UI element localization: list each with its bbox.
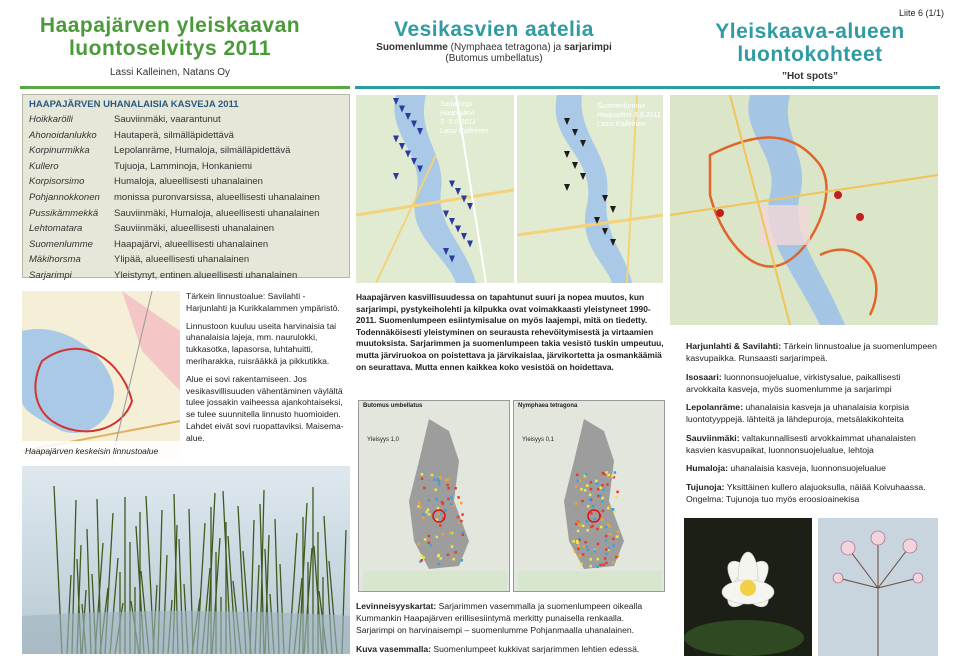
- distribution-dot: [457, 496, 460, 499]
- distribution-dot: [437, 513, 440, 516]
- distribution-dot: [427, 508, 430, 511]
- hotspot-text: uhanalaisia kasveja, luonnonsuojelualue: [728, 463, 886, 474]
- distribution-dot: [601, 518, 604, 521]
- distribution-dot: [577, 479, 580, 482]
- species-row: [29, 174, 343, 190]
- distribution-dot: [586, 546, 589, 549]
- distribution-dot: [454, 487, 457, 490]
- species-name: Korpisorsimo: [29, 176, 85, 188]
- distribution-dot: [439, 557, 442, 560]
- distribution-dot: [460, 502, 463, 505]
- distribution-dot: [594, 550, 597, 553]
- species-row: [29, 268, 343, 284]
- hotspot-text: valtakunnallisesti arvokkaimmat uhanalaisten kasvien kasvupaikat, luonnonsuojelualue, lehtoja: [686, 432, 916, 456]
- distribution-dot: [599, 564, 602, 567]
- water-lily-photo: [684, 518, 812, 656]
- hotspot-item: [686, 371, 938, 396]
- distribution-dot: [615, 496, 618, 499]
- page-label: Liite 6 (1/1): [898, 8, 944, 18]
- species-desc: Lepolanräme, Humaloja, silmälläpidettävä: [114, 145, 291, 157]
- species-desc: Sauviinmäki, alueellisesti uhanalainen: [114, 223, 275, 235]
- species-name: Korpinurmikka: [29, 145, 90, 157]
- distribution-dot: [450, 503, 453, 506]
- hotspot-item: [686, 401, 938, 426]
- distribution-text: Sarjarimmen vasemmalla ja suomenlumpeen oikealla Kummankin Haapajärven erillisesiintymä merkitty punaisella renkaalla. Sarjarimpi on harvinaisempi – suomenlumme Pohjanmaalla uhanalainen.: [356, 601, 643, 635]
- species-desc: Humaloja, alueellisesti uhanalainen: [114, 176, 263, 188]
- distribution-dot: [461, 559, 464, 562]
- distribution-dot: [452, 558, 455, 561]
- distribution-dot: [616, 535, 619, 538]
- distribution-dot: [439, 524, 442, 527]
- distribution-dot: [614, 471, 617, 474]
- distribution-dot: [611, 475, 614, 478]
- distribution-dot: [612, 508, 615, 511]
- nymphaea-title: Nymphaea tetragona: [518, 403, 578, 409]
- distribution-dot: [585, 473, 588, 476]
- distribution-dot: [599, 487, 602, 490]
- distribution-dot: [597, 543, 600, 546]
- distribution-dot: [608, 547, 611, 550]
- distribution-dot: [602, 510, 605, 513]
- distribution-dot: [606, 483, 609, 486]
- species-row: [29, 112, 343, 128]
- distribution-dot: [592, 505, 595, 508]
- species-desc: Hautaperä, silmälläpidettävä: [114, 129, 234, 141]
- distribution-dot: [601, 500, 604, 503]
- distribution-dot: [617, 531, 620, 534]
- linnusto-text-2: Linnustoon kuuluu useita harvinaisia tai uhanalaisia lajeja, mm. naurulokki, tukkasotka, lapasorsa, luhtahuitti, meriharakka, ruisrääkkä ja pikkutikka.: [186, 320, 337, 366]
- distribution-dot: [613, 511, 616, 513]
- distribution-dot: [577, 545, 580, 548]
- hotspot-label: Tujunoja:: [686, 481, 725, 492]
- distribution-dot: [580, 488, 583, 491]
- left-header: [20, 14, 320, 78]
- hotspot-item: [686, 340, 938, 365]
- species-desc: Tujuoja, Lamminoja, Honkaniemi: [114, 160, 252, 172]
- distribution-dot: [605, 526, 608, 529]
- species-desc: Yleistynyt, entinen alueellisesti uhanalainen: [114, 269, 298, 281]
- hotspot-label: Harjunlahti & Savilahti:: [686, 341, 782, 351]
- species-row: [29, 221, 343, 237]
- center-header: [364, 18, 624, 64]
- butomus-title: Butomus umbellatus: [363, 403, 423, 409]
- photo-caption-text: Suomenlumpeet kukkivat sarjarimmen lehtien edessä.: [431, 644, 640, 654]
- center-sub-1b: (Nymphaea tetragona) ja: [447, 42, 565, 53]
- distribution-dot: [608, 525, 611, 528]
- hotspot-label: Sauviinmäki:: [686, 432, 740, 443]
- distribution-dot: [438, 563, 441, 566]
- distribution-dot: [426, 511, 429, 514]
- distribution-dot: [422, 516, 425, 519]
- species-heading: HAAPAJÄRVEN UHANALAISIA KASVEJA 2011: [29, 99, 239, 110]
- distribution-dot: [421, 473, 424, 476]
- distribution-dot: [600, 526, 603, 529]
- distribution-dot: [616, 491, 619, 494]
- hotspot-item: [686, 462, 938, 474]
- species-desc: Ylipää, alueellisesti uhanalainen: [114, 254, 250, 266]
- distribution-label: Levinneisyyskartat:: [356, 601, 437, 611]
- photo-caption-label: Kuva vasemmalla:: [356, 644, 431, 654]
- hotspot-text: Tärkein linnustoalue ja suomenlumpeen kasvupaikka. Runsaasti sarjarimpeä.: [686, 341, 937, 364]
- distribution-dot: [605, 548, 608, 551]
- distribution-dot: [424, 538, 427, 541]
- distribution-dot: [587, 549, 590, 552]
- distribution-dot: [576, 474, 579, 477]
- distribution-dot: [575, 485, 578, 488]
- center-sub-1c: sarjarimpi: [564, 42, 612, 53]
- left-title: Haapajärven yleiskaavan luontoselvitys 2011: [39, 14, 301, 60]
- linnusto-map: [22, 291, 180, 459]
- distribution-dot: [586, 484, 589, 487]
- species-name: Mäkihorsma: [29, 254, 81, 266]
- species-name: Pussikämmekkä: [29, 207, 99, 219]
- distribution-dot: [615, 556, 618, 559]
- distribution-dot: [589, 498, 592, 501]
- distribution-dot: [586, 529, 589, 532]
- distribution-dot: [419, 506, 422, 509]
- distribution-dot: [584, 541, 587, 544]
- distribution-dot: [435, 488, 438, 491]
- distribution-dot: [578, 539, 581, 542]
- distribution-dot: [608, 474, 611, 477]
- species-row: [29, 190, 343, 206]
- sarjarimpi-map-svg: [356, 95, 514, 283]
- right-sub: ”Hot spots”: [781, 71, 839, 82]
- species-name: Hoikkarölli: [29, 114, 73, 125]
- linnusto-text-1: Tärkein linnustoalue: Savilahti -Harjunlahti ja Kurikkalammen ympäristö.: [186, 291, 340, 313]
- distribution-dot: [582, 525, 585, 528]
- distribution-dot: [447, 554, 450, 557]
- butomus-count: Yleisyys 1,0: [367, 437, 400, 443]
- species-desc: Haapajärvi, alueellisesti uhanalainen: [114, 238, 269, 250]
- distribution-dot: [604, 557, 607, 560]
- species-name: Sarjarimpi: [29, 269, 72, 281]
- left-divider: [20, 86, 350, 89]
- distribution-dot: [590, 481, 593, 484]
- linnusto-text-3: Alue ei sovi rakentamiseen. Jos vesikasvillisuuden vähentäminen väylältä tulee jossakin vaiheessa ajankohtaiseksi, se tulee suunnitella linnusto huomioiden. Lahdet eivät sovi ruopattaviksi. Maisema-alue.: [186, 373, 344, 443]
- reed-photo: [22, 466, 350, 654]
- suomenlumme-map: [517, 95, 663, 283]
- distribution-dot: [428, 535, 431, 538]
- center-title: Vesikasvien aatelia: [394, 18, 594, 41]
- species-name: Lehtomatara: [29, 223, 83, 235]
- butomus-distribution-map: [358, 400, 510, 592]
- distribution-dot: [427, 499, 430, 502]
- distribution-dot: [582, 553, 585, 556]
- suomenlumme-map-label: Suomenlumme Haapajärvi 3.8.2011 Lassi Kalleinen: [597, 101, 661, 128]
- distribution-dot: [605, 562, 608, 565]
- change-paragraph: Haapajärven kasvillisuudessa on tapahtunut suuri ja nopea muutos, kun sarjarimpi, pystykeiholehti ja kilpukka ovat voimakkaasti yleistyneet 1990-2011. Suomenlumpeen esiintymisalue on myös laajempi, mitä on tiedetty. Todennäköisesti yleistyminen on seurausta rehevöitymisestä ja virtaamien muutoksista. Sarjarimmen ja suomenlumpeen takia vesistö tuskin umpeutuu, mutta järviruokoa on poistettava ja järvikaislaa, järvikortetta ja osmankäämiä on seurattava. Mutta ennen kaikkea koko vesistöä on hoidettava.: [356, 292, 664, 372]
- distribution-dot: [461, 513, 464, 516]
- flowering-rush-photo: [818, 518, 938, 656]
- distribution-dot: [605, 535, 608, 538]
- distribution-dot: [579, 524, 582, 527]
- right-divider: [355, 86, 940, 89]
- distribution-dot: [435, 498, 438, 501]
- linnusto-text: [186, 291, 346, 445]
- distribution-dot: [421, 477, 424, 480]
- distribution-dot: [595, 480, 598, 483]
- distribution-dot: [437, 478, 440, 481]
- distribution-dot: [428, 513, 431, 516]
- hotspot-text: Yksittäinen kullero alajuoksulla, näiää Koivuhaassa. Ongelma: Tujunoja tuo myös eroosioainekisa: [686, 481, 926, 504]
- center-sub-2: (Butomus umbellatus): [445, 53, 543, 64]
- species-row: [29, 237, 343, 253]
- distribution-dot: [609, 533, 612, 536]
- distribution-dot: [445, 479, 448, 482]
- left-author: Lassi Kalleinen, Natans Oy: [109, 67, 231, 78]
- distribution-dot: [423, 487, 426, 490]
- distribution-dot: [417, 543, 420, 546]
- distribution-dot: [418, 502, 421, 505]
- distribution-dot: [605, 539, 608, 542]
- species-name: Pohjannokkonen: [29, 191, 100, 203]
- distribution-dot: [596, 482, 599, 485]
- distribution-dot: [594, 518, 597, 521]
- hotspot-item: [686, 481, 938, 506]
- distribution-dot: [457, 516, 460, 519]
- distribution-dot: [599, 494, 602, 497]
- distribution-dot: [446, 484, 449, 487]
- nymphaea-count: Yleisyys 0,1: [522, 437, 555, 443]
- species-desc: Sauviinmäki, vaarantunut: [114, 114, 221, 125]
- distribution-dot: [603, 489, 606, 492]
- distribution-dot: [576, 540, 579, 543]
- hotspot-text: uhanalaisia kasveja ja uhanalaisia korpisia luontotyyppejä. lähteitä ja lähdepuroja, metsälakikohteita: [686, 402, 910, 425]
- hotspot-label: Humaloja:: [686, 463, 728, 474]
- hotspot-item: [686, 432, 938, 457]
- distribution-dot: [460, 520, 463, 523]
- hotspots-map: [670, 95, 938, 325]
- distribution-dot: [583, 545, 586, 548]
- distribution-dot: [439, 477, 442, 480]
- distribution-dot: [589, 494, 592, 497]
- distribution-dot: [584, 489, 587, 492]
- species-desc: monissa puronvarsissa, alueellisesti uhanalainen: [114, 191, 320, 203]
- species-name: Kullero: [29, 160, 59, 172]
- species-desc: Sauviinmäki, Humaloja, alueellisesti uhanalainen: [114, 207, 320, 219]
- distribution-dot: [437, 555, 440, 558]
- distribution-dot: [421, 559, 424, 562]
- species-name: Suomenlumme: [29, 238, 93, 250]
- distribution-dot: [580, 563, 583, 566]
- species-row: [29, 159, 343, 175]
- distribution-dot: [447, 487, 450, 490]
- distribution-dot: [433, 478, 436, 481]
- species-row: [29, 252, 343, 268]
- distribution-dot: [422, 556, 425, 559]
- distribution-dot: [602, 563, 605, 566]
- distribution-dot: [451, 545, 454, 548]
- distribution-dot: [587, 505, 590, 508]
- distribution-dot: [612, 538, 615, 541]
- distribution-dot: [589, 558, 592, 561]
- distribution-caption: [356, 600, 664, 636]
- distribution-dot: [575, 502, 578, 505]
- distribution-dot: [462, 534, 465, 537]
- distribution-dot: [577, 548, 580, 551]
- distribution-dot: [438, 483, 441, 486]
- distribution-dot: [590, 526, 593, 529]
- distribution-dot: [449, 532, 452, 535]
- distribution-dot: [612, 561, 615, 564]
- distribution-dot: [605, 553, 608, 556]
- distribution-dot: [458, 521, 461, 524]
- distribution-dot: [431, 474, 434, 477]
- distribution-dot: [422, 513, 425, 516]
- distribution-dot: [444, 509, 447, 512]
- distribution-dot: [596, 565, 599, 568]
- species-row: [29, 143, 343, 159]
- distribution-dot: [605, 471, 608, 474]
- distribution-dot: [601, 497, 604, 500]
- sarjarimpi-map-label: Sarjarimpi Haapajärvi 3.-5.8.2011 Lassi Kalleinen: [440, 99, 489, 135]
- distribution-dot: [578, 555, 581, 558]
- distribution-dot: [612, 544, 615, 547]
- species-row: [29, 128, 343, 144]
- hotspot-label: Isosaari:: [686, 371, 722, 382]
- distribution-dot: [607, 507, 610, 510]
- right-title: Yleiskaava-alueen luontokohteet: [715, 20, 905, 66]
- species-row: [29, 206, 343, 222]
- distribution-dot: [462, 531, 465, 534]
- distribution-dot: [574, 550, 577, 553]
- species-rows: [29, 112, 343, 284]
- distribution-dot: [581, 500, 584, 503]
- distribution-dot: [575, 523, 578, 526]
- species-table: [22, 94, 350, 281]
- distribution-dot: [577, 530, 580, 533]
- distribution-dot: [447, 498, 450, 501]
- distribution-dot: [589, 565, 592, 568]
- distribution-dot: [586, 520, 589, 523]
- nymphaea-distribution-map: [513, 400, 665, 592]
- distribution-dot: [436, 536, 439, 539]
- distribution-dot: [441, 501, 444, 504]
- distribution-dot: [590, 488, 593, 491]
- distribution-dot: [601, 484, 604, 487]
- distribution-dot: [597, 488, 600, 491]
- distribution-dot: [442, 533, 445, 536]
- distribution-dot: [454, 551, 457, 554]
- distribution-dot: [596, 528, 599, 531]
- hotspot-text: luonnonsuojelualue, virkistysalue, paikallisesti arvokkaita kasveja, myös suomenlumme ja sarjarimpi: [686, 371, 901, 394]
- distribution-dot: [437, 507, 440, 510]
- linnusto-map-caption: Haapajärven keskeisin linnustoalue: [25, 446, 159, 456]
- hotspot-label: Lepolanräme:: [686, 402, 743, 413]
- distribution-dot: [597, 558, 600, 561]
- sarjarimpi-map: [356, 95, 514, 283]
- photo-caption: [356, 644, 664, 656]
- distribution-dot: [590, 512, 593, 515]
- species-name: Ahonoidanlukko: [29, 129, 97, 141]
- distribution-dot: [450, 496, 453, 499]
- distribution-dot: [572, 540, 575, 543]
- center-sub-1a: Suomenlumme: [376, 42, 448, 53]
- right-header: [700, 20, 920, 82]
- distribution-dot: [428, 542, 431, 545]
- hotspot-descriptions: [686, 340, 938, 511]
- distribution-dot: [429, 544, 432, 547]
